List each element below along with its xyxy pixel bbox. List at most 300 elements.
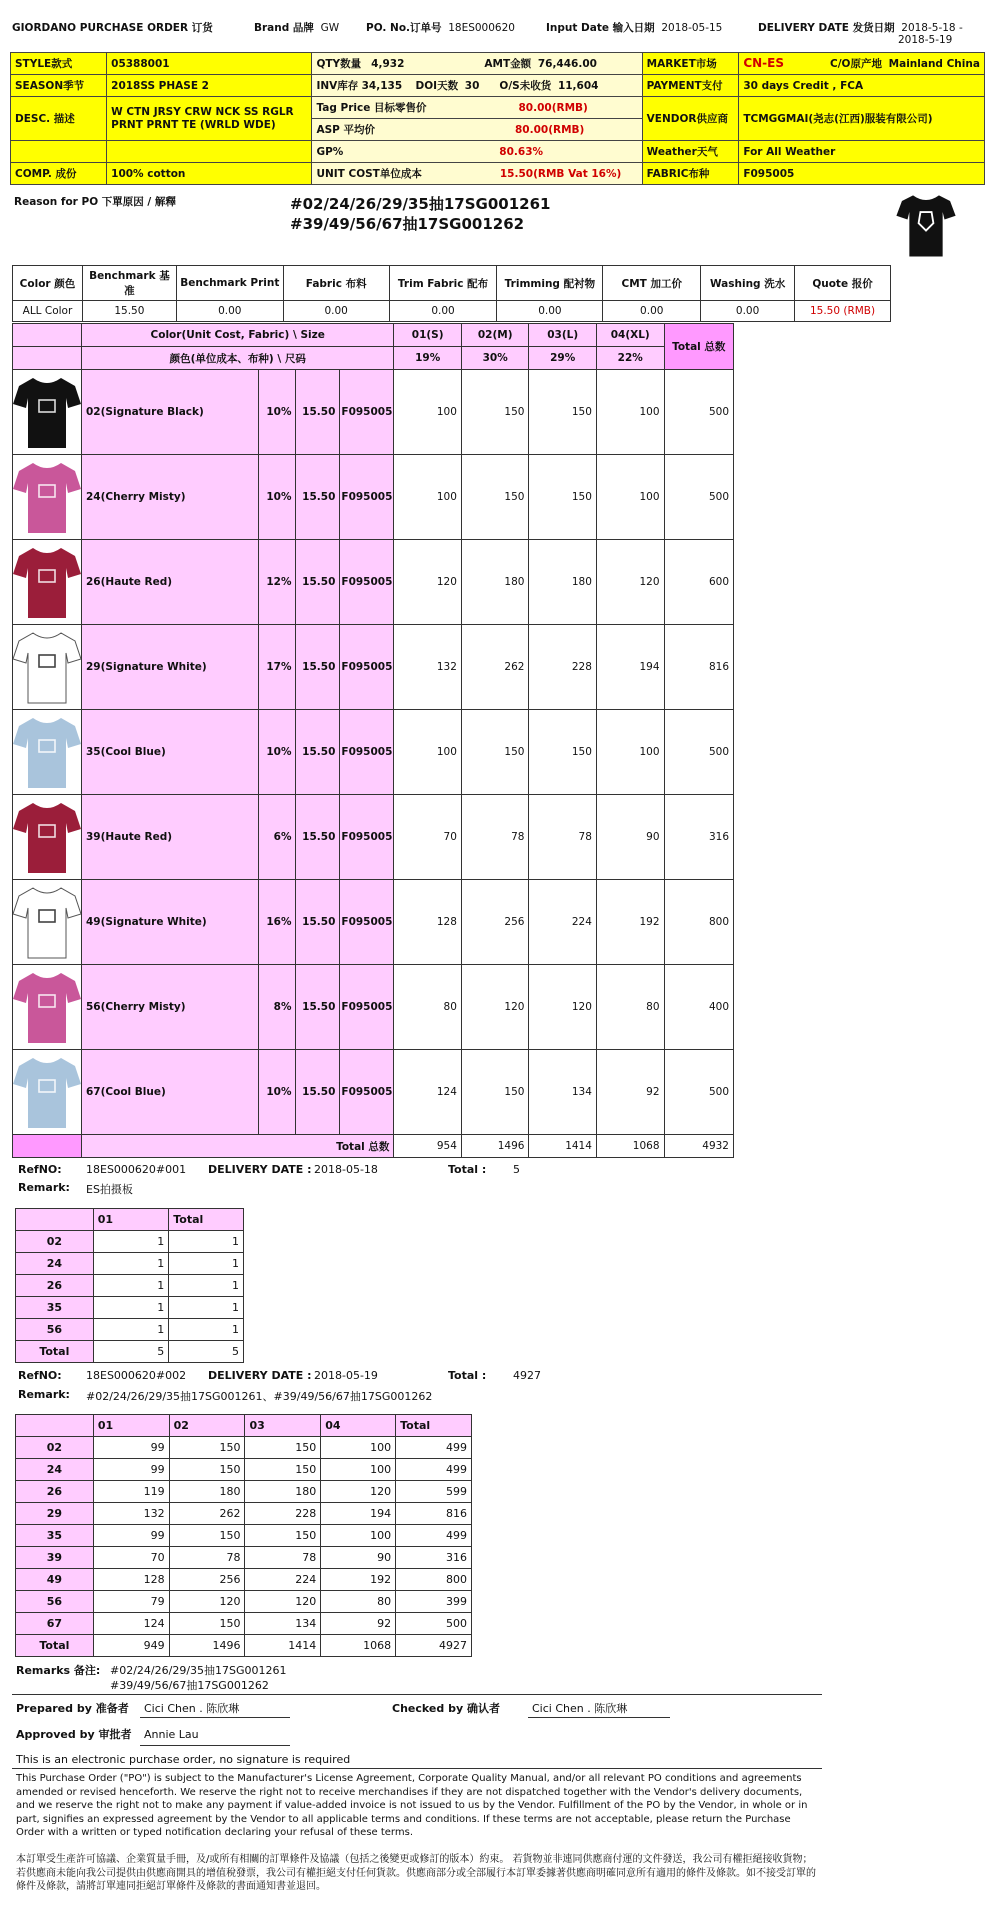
color-name: 26(Haute Red) (82, 540, 259, 625)
fabric-value: F095005 (739, 163, 985, 185)
tag-price-value: 80.00(RMB) (518, 102, 588, 114)
qty-cell: 100 (596, 455, 664, 540)
d2-cell: 78 (245, 1547, 321, 1569)
color-fabric: F095005 (340, 965, 394, 1050)
row-total-cell: 500 (664, 1050, 733, 1135)
cost-header-cell: CMT 加工价 (603, 266, 701, 301)
color-name: 56(Cherry Misty) (82, 965, 259, 1050)
qty-cell: 120 (394, 540, 462, 625)
color-cost: 15.50 (296, 1050, 340, 1135)
d2-row (16, 1437, 472, 1459)
size-pct: 29% (529, 347, 596, 370)
po-number-label: PO. No.订单号 (366, 22, 442, 34)
size-header: 01(S) (394, 324, 462, 347)
color-pct: 6% (258, 795, 296, 880)
size-header: 04(XL) (596, 324, 664, 347)
d2-col-header: 01 (93, 1415, 169, 1437)
qty-cell: 150 (461, 370, 529, 455)
d2-cell: 78 (169, 1547, 245, 1569)
d2-row-label: 26 (16, 1481, 94, 1503)
empty-cell (16, 1209, 94, 1231)
d2-cell: 816 (396, 1503, 472, 1525)
inv-doi-os-cell (312, 75, 642, 97)
d2-cell: 120 (169, 1591, 245, 1613)
d1-row-label: 26 (16, 1275, 94, 1297)
qty-cell: 78 (461, 795, 529, 880)
color-cost: 15.50 (296, 795, 340, 880)
tshirt-image (13, 882, 81, 962)
weather-value: For All Weather (739, 141, 985, 163)
size-color-matrix (12, 323, 734, 1158)
matrix-total-cell: 954 (394, 1135, 462, 1158)
brand-field (254, 20, 339, 35)
tshirt-image (13, 1052, 81, 1132)
color-cost: 15.50 (296, 965, 340, 1050)
product-image-cell (13, 795, 82, 880)
empty-cell (16, 1415, 94, 1437)
qty-cell: 100 (596, 710, 664, 795)
qty-cell: 124 (394, 1050, 462, 1135)
qty-cell: 90 (596, 795, 664, 880)
asp-label: ASP 平均价 (316, 124, 375, 136)
amt-value: 76,446.00 (537, 58, 597, 70)
d2-cell: 499 (396, 1437, 472, 1459)
d2-cell: 134 (245, 1613, 321, 1635)
d2-cell: 100 (321, 1525, 396, 1547)
color-cost: 15.50 (296, 625, 340, 710)
d2-cell: 150 (245, 1525, 321, 1547)
d2-cell: 132 (93, 1503, 169, 1525)
qty-cell: 256 (461, 880, 529, 965)
d2-row-label: Total (16, 1635, 94, 1657)
size-pct: 22% (596, 347, 664, 370)
d1-ref-label: RefNO: (18, 1163, 62, 1176)
row-total-cell: 800 (664, 880, 733, 965)
d2-remark-label: Remark: (18, 1388, 70, 1401)
season-label: SEASON季节 (11, 75, 107, 97)
cost-value-cell: 0.00 (603, 301, 701, 322)
d2-cell: 1068 (321, 1635, 396, 1657)
d2-cell: 316 (396, 1547, 472, 1569)
d2-row-label: 56 (16, 1591, 94, 1613)
d1-cell: 1 (169, 1253, 244, 1275)
fabric-label: FABRIC布种 (642, 163, 739, 185)
color-name: 02(Signature Black) (82, 370, 259, 455)
d2-cell: 99 (93, 1525, 169, 1547)
color-name: 24(Cherry Misty) (82, 455, 259, 540)
d1-total-value: 5 (513, 1163, 520, 1176)
d2-ref-label: RefNO: (18, 1369, 62, 1382)
empty-cell (13, 324, 82, 347)
remarks-line-1: #02/24/26/29/35抽17SG001261 (110, 1664, 287, 1677)
matrix-row (13, 795, 734, 880)
matrix-row (13, 1050, 734, 1135)
signature-line (528, 1717, 670, 1718)
delivery-1-table (15, 1208, 244, 1363)
color-pct: 10% (258, 455, 296, 540)
signature-line (140, 1717, 290, 1718)
qty-cell: 224 (529, 880, 596, 965)
cost-header-cell: Benchmark 基准 (82, 266, 176, 301)
delivery-2-table (15, 1414, 472, 1657)
reason-line-1: #02/24/26/29/35抽17SG001261 (290, 195, 551, 213)
qty-cell: 128 (394, 880, 462, 965)
cost-value-cell: 0.00 (701, 301, 795, 322)
color-name: 35(Cool Blue) (82, 710, 259, 795)
tshirt-image (13, 457, 81, 537)
color-name: 67(Cool Blue) (82, 1050, 259, 1135)
unit-cost-label: UNIT COST单位成本 (316, 168, 422, 180)
divider (12, 1694, 822, 1695)
cost-value-cell: ALL Color (13, 301, 83, 322)
qty-cell: 100 (394, 370, 462, 455)
d1-cell: 1 (169, 1319, 244, 1341)
d1-row (16, 1297, 244, 1319)
empty-cell (107, 141, 312, 163)
d2-cell: 100 (321, 1459, 396, 1481)
d2-row-label: 24 (16, 1459, 94, 1481)
color-cost: 15.50 (296, 370, 340, 455)
d2-cell: 1496 (169, 1635, 245, 1657)
cost-header-cell: Washing 洗水 (701, 266, 795, 301)
qty-cell: 150 (529, 370, 596, 455)
style-label: STYLE款式 (11, 53, 107, 75)
d2-col-header: 03 (245, 1415, 321, 1437)
size-pct: 19% (394, 347, 462, 370)
d2-cell: 4927 (396, 1635, 472, 1657)
tshirt-image (13, 712, 81, 792)
d2-cell: 150 (169, 1613, 245, 1635)
d2-cell: 499 (396, 1459, 472, 1481)
row-total-cell: 816 (664, 625, 733, 710)
qty-cell: 100 (596, 370, 664, 455)
qty-cell: 92 (596, 1050, 664, 1135)
row-total-cell: 600 (664, 540, 733, 625)
d2-cell: 262 (169, 1503, 245, 1525)
matrix-head-1: Color(Unit Cost, Fabric) \ Size (82, 324, 394, 347)
prepared-value: Cici Chen . 陈欣琳 (144, 1702, 240, 1715)
d1-body (16, 1209, 244, 1363)
product-image-cell (13, 880, 82, 965)
d2-total-value: 4927 (513, 1369, 541, 1382)
co-label: C/O原产地 (830, 58, 882, 70)
inv-label: INV库存 (316, 80, 359, 92)
size-pct: 30% (461, 347, 529, 370)
d1-cell: 1 (169, 1275, 244, 1297)
divider (12, 1768, 822, 1769)
d2-cell: 800 (396, 1569, 472, 1591)
delivery-date-label: DELIVERY DATE 发货日期 (758, 22, 895, 34)
d1-cell: 5 (93, 1341, 169, 1363)
d2-row (16, 1503, 472, 1525)
d2-cell: 194 (321, 1503, 396, 1525)
brand-value: GW (320, 22, 340, 34)
approved-value: Annie Lau (144, 1728, 199, 1741)
matrix-header-row-1 (13, 324, 734, 347)
color-cost: 15.50 (296, 710, 340, 795)
matrix-row (13, 965, 734, 1050)
empty-cell (13, 1135, 82, 1158)
product-image-cell (13, 370, 82, 455)
color-cost: 15.50 (296, 880, 340, 965)
asp-cell (312, 119, 642, 141)
row-total-cell: 316 (664, 795, 733, 880)
d1-cell: 1 (169, 1297, 244, 1319)
matrix-row (13, 370, 734, 455)
po-info-table (10, 52, 985, 185)
tshirt-image (13, 627, 81, 707)
matrix-total-label: Total 总数 (82, 1135, 394, 1158)
d2-total-label: Total : (448, 1369, 487, 1382)
qty-cell: 180 (529, 540, 596, 625)
approved-label: Approved by 审批者 (16, 1728, 132, 1741)
d2-row (16, 1459, 472, 1481)
d2-row (16, 1547, 472, 1569)
d2-cell: 99 (93, 1459, 169, 1481)
d2-row-label: 35 (16, 1525, 94, 1547)
remarks-label: Remarks 备注: (16, 1664, 101, 1677)
delivery-date-value-1: 2018-5-18 - (901, 22, 963, 34)
d2-row-label: 39 (16, 1547, 94, 1569)
matrix-total-cell: 1414 (529, 1135, 596, 1158)
d1-col-header: Total (169, 1209, 244, 1231)
d2-cell: 180 (169, 1481, 245, 1503)
matrix-total-cell: 1496 (461, 1135, 529, 1158)
color-name: 49(Signature White) (82, 880, 259, 965)
matrix-total-row (13, 1135, 734, 1158)
gp-label: GP% (316, 145, 344, 158)
tshirt-image (13, 542, 81, 622)
color-fabric: F095005 (340, 795, 394, 880)
reason-line-2: #39/49/56/67抽17SG001262 (290, 215, 525, 233)
empty-cell (13, 347, 82, 370)
d2-cell: 90 (321, 1547, 396, 1569)
d2-cell: 120 (245, 1591, 321, 1613)
qty-cell: 180 (461, 540, 529, 625)
d2-cell: 599 (396, 1481, 472, 1503)
d2-cell: 180 (245, 1481, 321, 1503)
d2-cell: 150 (245, 1459, 321, 1481)
d1-remark-label: Remark: (18, 1181, 70, 1194)
row-total-cell: 400 (664, 965, 733, 1050)
product-image-cell (13, 455, 82, 540)
color-fabric: F095005 (340, 880, 394, 965)
d2-cell: 500 (396, 1613, 472, 1635)
total-header: Total 总数 (664, 324, 733, 370)
d1-row (16, 1275, 244, 1297)
d2-body (16, 1415, 472, 1657)
qty-cell: 150 (461, 1050, 529, 1135)
d1-cell: 1 (93, 1319, 169, 1341)
empty-cell (11, 141, 107, 163)
input-date-label: Input Date 输入日期 (546, 22, 655, 34)
cost-value-cell: 0.00 (497, 301, 603, 322)
os-label: O/S未收货 (499, 80, 552, 92)
d2-row (16, 1613, 472, 1635)
doi-label: DOI天数 (415, 80, 459, 92)
cost-value-cell: 15.50 (82, 301, 176, 322)
brand-label: Brand 品牌 (254, 22, 314, 34)
d1-delivery-value: 2018-05-18 (314, 1163, 378, 1176)
amt-label: AMT金额 (484, 58, 532, 70)
d1-total-label: Total : (448, 1163, 487, 1176)
d2-cell: 499 (396, 1525, 472, 1547)
d1-cell: 1 (93, 1297, 169, 1319)
qty-cell: 192 (596, 880, 664, 965)
matrix-row (13, 455, 734, 540)
d2-cell: 150 (245, 1437, 321, 1459)
delivery-date-field (758, 20, 963, 35)
d2-row-label: 67 (16, 1613, 94, 1635)
weather-label: Weather天气 (642, 141, 739, 163)
qty-cell: 150 (529, 710, 596, 795)
tag-price-label: Tag Price 目标零售价 (316, 102, 427, 114)
matrix-total-cell: 4932 (664, 1135, 733, 1158)
product-image-cell (13, 540, 82, 625)
qty-cell: 132 (394, 625, 462, 710)
d2-cell: 79 (93, 1591, 169, 1613)
product-image-cell (13, 625, 82, 710)
qty-cell: 120 (596, 540, 664, 625)
qty-cell: 80 (394, 965, 462, 1050)
qty-cell: 150 (461, 455, 529, 540)
tshirt-image (13, 797, 81, 877)
d1-row (16, 1319, 244, 1341)
market-label: MARKET市场 (642, 53, 739, 75)
d1-remark-value: ES拍摄板 (86, 1183, 133, 1196)
cost-value-cell: 0.00 (283, 301, 389, 322)
qty-cell: 134 (529, 1050, 596, 1135)
cost-header-row (13, 266, 891, 301)
qty-cell: 150 (529, 455, 596, 540)
qty-cell: 100 (394, 710, 462, 795)
d1-cell: 1 (93, 1253, 169, 1275)
d2-row (16, 1481, 472, 1503)
d2-row (16, 1635, 472, 1657)
d2-col-header: 02 (169, 1415, 245, 1437)
asp-value: 80.00(RMB) (515, 124, 585, 136)
d1-row (16, 1253, 244, 1275)
doi-value: 30 (464, 80, 480, 92)
color-pct: 8% (258, 965, 296, 1050)
reason-label: Reason for PO 下單原因 / 解釋 (14, 196, 176, 208)
d2-cell: 224 (245, 1569, 321, 1591)
d2-row (16, 1569, 472, 1591)
comp-label: COMP. 成份 (11, 163, 107, 185)
qty-amt-cell (312, 53, 642, 75)
d2-row (16, 1525, 472, 1547)
matrix-head-2: 颜色(单位成本、布种) \ 尺码 (82, 347, 394, 370)
d2-row-label: 49 (16, 1569, 94, 1591)
color-cost: 15.50 (296, 455, 340, 540)
cost-header-cell: Color 颜色 (13, 266, 83, 301)
color-pct: 10% (258, 710, 296, 795)
d2-col-header: Total (396, 1415, 472, 1437)
color-pct: 10% (258, 1050, 296, 1135)
matrix-header-row-2 (13, 347, 734, 370)
delivery-date-value-2: 2018-5-19 (898, 34, 953, 46)
gp-value: 80.63% (499, 145, 544, 158)
vendor-value: TCMGGMAI(尧志(江西)服装有限公司) (739, 97, 985, 141)
d2-row (16, 1591, 472, 1613)
po-title: GIORDANO PURCHASE ORDER 订货 (12, 22, 213, 34)
d2-cell: 399 (396, 1591, 472, 1613)
matrix-row (13, 710, 734, 795)
d2-ref-value: 18ES000620#002 (86, 1369, 187, 1382)
color-fabric: F095005 (340, 455, 394, 540)
d2-cell: 128 (93, 1569, 169, 1591)
d2-cell: 120 (321, 1481, 396, 1503)
d2-cell: 256 (169, 1569, 245, 1591)
payment-value: 30 days Credit , FCA (739, 75, 985, 97)
d2-cell: 100 (321, 1437, 396, 1459)
payment-label: PAYMENT支付 (642, 75, 739, 97)
gp-cell (312, 141, 642, 163)
cost-value-row (13, 301, 891, 322)
desc-label: DESC. 描述 (11, 97, 107, 141)
d1-row-label: 02 (16, 1231, 94, 1253)
d1-delivery-label: DELIVERY DATE : (208, 1163, 312, 1176)
color-fabric: F095005 (340, 710, 394, 795)
cost-value-cell: 15.50 (RMB) (795, 301, 891, 322)
d2-header-row (16, 1415, 472, 1437)
d1-row (16, 1341, 244, 1363)
signature-line (140, 1745, 290, 1746)
input-date-field (546, 20, 722, 35)
color-fabric: F095005 (340, 370, 394, 455)
color-pct: 17% (258, 625, 296, 710)
d2-cell: 119 (93, 1481, 169, 1503)
product-thumbnail (893, 188, 959, 262)
cost-breakdown-table (12, 265, 891, 322)
desc-value: W CTN JRSY CRW NCK SS RGLR PRNT PRNT TE (WRLD WDE) (107, 97, 312, 141)
vendor-label: VENDOR供应商 (642, 97, 739, 141)
d2-cell: 92 (321, 1613, 396, 1635)
d1-cell: 1 (93, 1231, 169, 1253)
color-pct: 12% (258, 540, 296, 625)
cost-header-cell: Quote 报价 (795, 266, 891, 301)
d2-cell: 228 (245, 1503, 321, 1525)
color-fabric: F095005 (340, 625, 394, 710)
cost-header-cell: Fabric 布料 (283, 266, 389, 301)
po-number-field (366, 20, 515, 35)
market-value: CN-ES (743, 56, 784, 70)
co-value: Mainland China (888, 58, 980, 70)
checked-value: Cici Chen . 陈欣琳 (532, 1702, 628, 1715)
color-pct: 16% (258, 880, 296, 965)
qty-cell: 262 (461, 625, 529, 710)
qty-cell: 194 (596, 625, 664, 710)
d1-col-header: 01 (93, 1209, 169, 1231)
color-cost: 15.50 (296, 540, 340, 625)
color-name: 29(Signature White) (82, 625, 259, 710)
d2-delivery-value: 2018-05-19 (314, 1369, 378, 1382)
cost-header-cell: Trimming 配衬物 (497, 266, 603, 301)
d2-cell: 124 (93, 1613, 169, 1635)
product-image-cell (13, 965, 82, 1050)
qty-cell: 70 (394, 795, 462, 880)
d1-header-row (16, 1209, 244, 1231)
tag-price-cell (312, 97, 642, 119)
qty-cell: 150 (461, 710, 529, 795)
d2-row-label: 02 (16, 1437, 94, 1459)
row-total-cell: 500 (664, 370, 733, 455)
os-value: 11,604 (557, 80, 599, 92)
color-fabric: F095005 (340, 1050, 394, 1135)
tshirt-image (13, 372, 81, 452)
d2-cell: 949 (93, 1635, 169, 1657)
size-header: 02(M) (461, 324, 529, 347)
